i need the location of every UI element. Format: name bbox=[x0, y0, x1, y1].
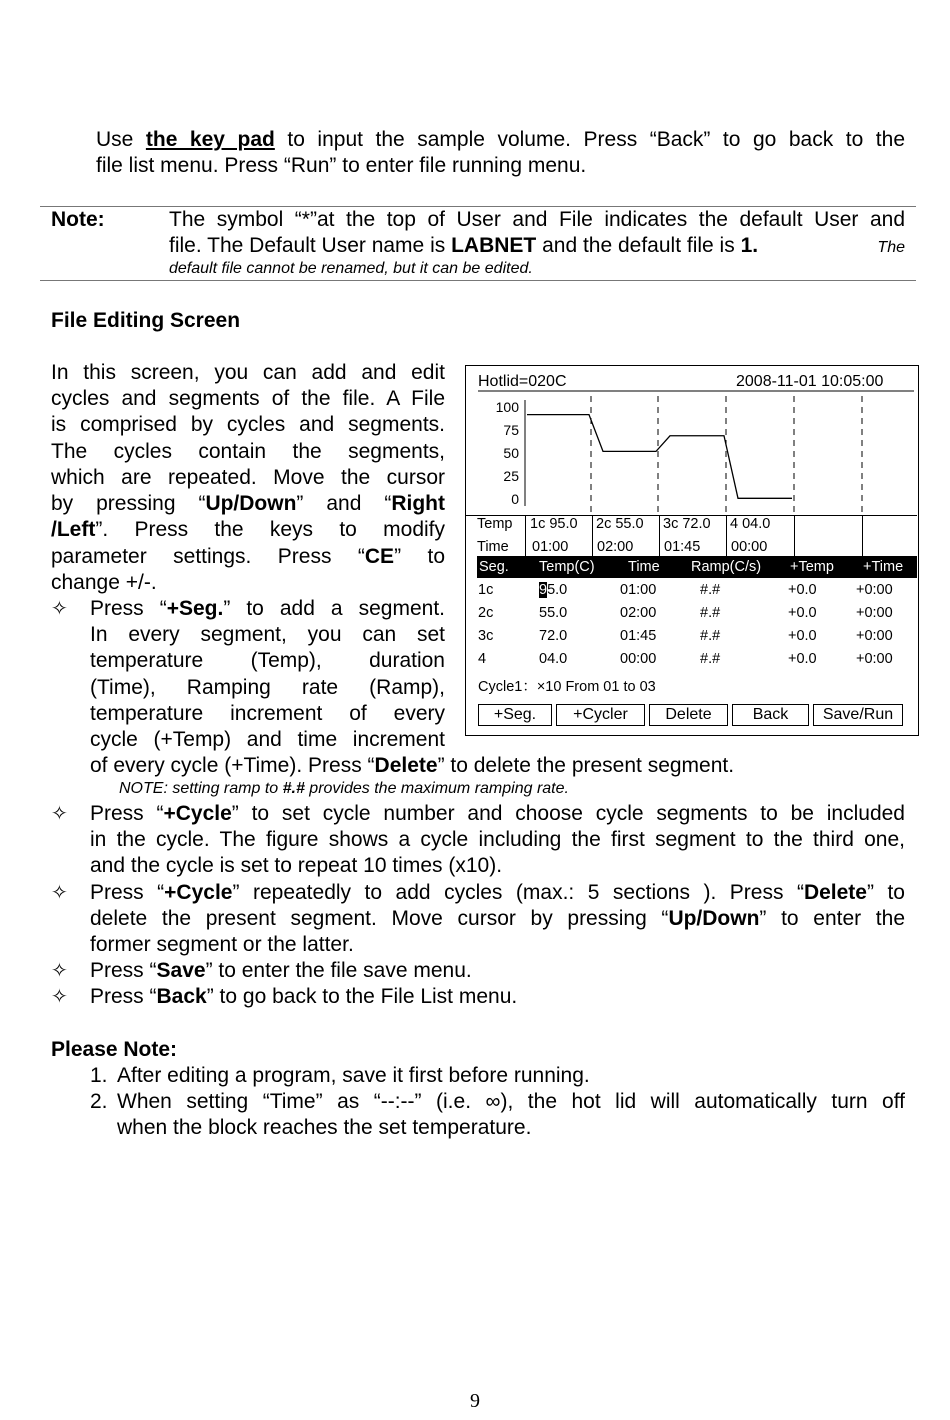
grid-divider bbox=[726, 515, 727, 556]
row-plus-temp[interactable]: +0.0 bbox=[788, 582, 817, 598]
note-item-1: After editing a program, save it first before running. bbox=[117, 1064, 590, 1087]
save-run-button[interactable]: Save/Run bbox=[813, 704, 903, 726]
row-ramp[interactable]: #.# bbox=[700, 628, 721, 644]
col-header-seg: Seg. bbox=[479, 559, 509, 575]
intro-line-1: Use the key pad to input the sample volume. Press “Back” to go back to the bbox=[96, 128, 906, 151]
row-plus-time[interactable]: +0:00 bbox=[856, 651, 893, 667]
cycle2-bullet-line-2: delete the present segment. Move cursor by pressing “Up/Down” to enter the bbox=[90, 907, 905, 930]
seg-bullet-line-4: (Time), Ramping rate (Ramp), bbox=[90, 676, 445, 699]
add-segment-button[interactable]: +Seg. bbox=[478, 704, 552, 726]
section-title: File Editing Screen bbox=[51, 309, 241, 332]
note-line-3: default file cannot be renamed, but it can be edited. bbox=[169, 260, 533, 277]
row-plus-temp[interactable]: +0.0 bbox=[788, 651, 817, 667]
seg-bullet-line-6: cycle (+Temp) and time increment bbox=[90, 728, 445, 751]
page-number: 9 bbox=[470, 1390, 480, 1412]
temperature-profile-line bbox=[527, 415, 792, 499]
col-line-3: is comprised by cycles and segments. bbox=[51, 413, 445, 436]
col-header-plus-time: +Time bbox=[863, 559, 904, 575]
seg-temp-cell: 4 04.0 bbox=[730, 516, 771, 532]
temp-row-label: Temp bbox=[477, 516, 513, 532]
bullet-icon: ✧ bbox=[51, 598, 68, 620]
cycle-bullet-line-2: in the cycle. The figure shows a cycle including the first segment to the third one, bbox=[90, 828, 905, 851]
col-line-2: cycles and segments of the file. A File bbox=[51, 387, 445, 410]
row-time[interactable]: 01:45 bbox=[620, 628, 657, 644]
y-tick-label: 50 bbox=[503, 445, 519, 461]
row-ramp[interactable]: #.# bbox=[700, 651, 721, 667]
y-ticks bbox=[496, 399, 520, 507]
y-tick-label: 75 bbox=[503, 422, 519, 438]
seg-temp-cell: 1c 95.0 bbox=[530, 516, 578, 532]
save-bullet: Press “Save” to enter the file save menu. bbox=[90, 959, 472, 982]
grid-divider bbox=[862, 515, 863, 556]
grid-divider bbox=[525, 515, 526, 556]
segment-dividers bbox=[591, 396, 862, 514]
seg-time-cell: 01:45 bbox=[664, 539, 701, 555]
row-ramp[interactable]: #.# bbox=[700, 605, 721, 621]
row-seg: 2c bbox=[478, 605, 494, 621]
key-pad-text: the key pad bbox=[145, 128, 275, 151]
note-bottom-rule bbox=[40, 280, 916, 281]
note-number-2: 2. bbox=[90, 1090, 108, 1113]
ramp-note: NOTE: setting ramp to #.# provides the maximum ramping rate. bbox=[119, 780, 569, 797]
grid-divider bbox=[794, 515, 795, 556]
note-item-2-line-2: when the block reaches the set temperature. bbox=[117, 1116, 532, 1139]
device-screen bbox=[465, 365, 919, 736]
segment-table-header bbox=[477, 556, 917, 578]
row-seg: 1c bbox=[478, 582, 494, 598]
seg-time-cell: 01:00 bbox=[532, 539, 569, 555]
row-time[interactable]: 01:00 bbox=[620, 582, 657, 598]
edit-cursor[interactable]: 9 bbox=[539, 582, 548, 598]
hotlid-readout: Hotlid=020C bbox=[478, 373, 567, 390]
row-plus-time[interactable]: +0:00 bbox=[856, 605, 893, 621]
bullet-icon: ✧ bbox=[51, 960, 68, 982]
seg-time-cell: 02:00 bbox=[597, 539, 634, 555]
seg-temp-cell: 3c 72.0 bbox=[663, 516, 711, 532]
row-plus-time[interactable]: +0:00 bbox=[856, 628, 893, 644]
datetime-readout: 2008-11-01 10:05:00 bbox=[736, 373, 884, 390]
row-time[interactable]: 02:00 bbox=[620, 605, 657, 621]
note-line-1: The symbol “*”at the top of User and File indicates the default User and bbox=[169, 208, 905, 231]
col-header-ramp: Ramp(C/s) bbox=[691, 559, 762, 575]
row-temp[interactable]: 55.0 bbox=[539, 605, 568, 621]
row-plus-time[interactable]: +0:00 bbox=[856, 582, 893, 598]
note-line-2: file. The Default User name is LABNET and the default file is 1. The bbox=[169, 234, 905, 257]
note-item-2-line-1: When setting “Time” as “--:--” (i.e. ∞), the hot lid will automatically turn off bbox=[117, 1090, 905, 1113]
seg-bullet-line-1: Press “+Seg.” to add a segment. bbox=[90, 597, 445, 620]
delete-button[interactable]: Delete bbox=[649, 704, 728, 726]
seg-bullet-line-5: temperature increment of every bbox=[90, 702, 445, 725]
col-line-8: parameter settings. Press “CE” to bbox=[51, 545, 445, 568]
row-time[interactable]: 00:00 bbox=[620, 651, 657, 667]
col-line-9: change +/-. bbox=[51, 571, 157, 594]
seg-bullet-line-7: of every cycle (+Time). Press “Delete” to delete the present segment. bbox=[90, 754, 735, 777]
row-plus-temp[interactable]: +0.0 bbox=[788, 605, 817, 621]
row-ramp[interactable]: #.# bbox=[700, 582, 721, 598]
grid-divider bbox=[659, 515, 660, 556]
col-line-7: /Left”. Press the keys to modify bbox=[51, 518, 445, 541]
cycle-bullet-line-3: and the cycle is set to repeat 10 times (x10). bbox=[90, 854, 503, 877]
seg-temp-cell: 2c 55.0 bbox=[596, 516, 644, 532]
row-temp[interactable]: 95.0 bbox=[539, 582, 568, 598]
col-line-5: which are repeated. Move the cursor bbox=[51, 466, 445, 489]
bullet-icon: ✧ bbox=[51, 986, 68, 1008]
cycle2-bullet-line-1: Press “+Cycle” repeatedly to add cycles (max.: 5 sections ). Press “Delete” to bbox=[90, 881, 905, 904]
row-temp[interactable]: 04.0 bbox=[539, 651, 568, 667]
add-cycle-button[interactable]: +Cycler bbox=[556, 704, 645, 726]
back-button[interactable]: Back bbox=[732, 704, 809, 726]
temperature-profile-chart bbox=[466, 366, 920, 516]
seg-time-cell: 00:00 bbox=[731, 539, 768, 555]
seg-bullet-line-2: In every segment, you can set bbox=[90, 623, 445, 646]
cycle2-bullet-line-3: former segment or the latter. bbox=[90, 933, 354, 956]
cycle-info: Cycle1：×10 From 01 to 03 bbox=[478, 679, 656, 695]
col-line-1: In this screen, you can add and edit bbox=[51, 361, 445, 384]
col-line-4: The cycles contain the segments, bbox=[51, 440, 445, 463]
col-line-6: by pressing “Up/Down” and “Right bbox=[51, 492, 445, 515]
back-bullet: Press “Back” to go back to the File List menu. bbox=[90, 985, 518, 1008]
col-header-time: Time bbox=[628, 559, 660, 575]
y-tick-label: 25 bbox=[503, 468, 519, 484]
y-tick-label: 0 bbox=[511, 491, 519, 507]
col-header-plus-temp: +Temp bbox=[790, 559, 834, 575]
grid-divider bbox=[592, 515, 593, 556]
seg-bullet-line-3: temperature (Temp), duration bbox=[90, 649, 445, 672]
time-row-label: Time bbox=[477, 539, 509, 555]
note-label: Note: bbox=[51, 208, 105, 231]
cycle-bullet-line-1: Press “+Cycle” to set cycle number and choose cycle segments to be included bbox=[90, 802, 905, 825]
intro-line-2: file list menu. Press “Run” to enter file running menu. bbox=[96, 154, 587, 177]
bullet-icon: ✧ bbox=[51, 882, 68, 904]
bullet-icon: ✧ bbox=[51, 803, 68, 825]
col-header-temp: Temp(C) bbox=[539, 559, 595, 575]
note-number-1: 1. bbox=[90, 1064, 108, 1087]
row-temp[interactable]: 72.0 bbox=[539, 628, 568, 644]
row-seg: 4 bbox=[478, 651, 487, 667]
please-note-title: Please Note: bbox=[51, 1038, 178, 1061]
row-plus-temp[interactable]: +0.0 bbox=[788, 628, 817, 644]
y-tick-label: 100 bbox=[495, 399, 519, 415]
row-seg: 3c bbox=[478, 628, 494, 644]
